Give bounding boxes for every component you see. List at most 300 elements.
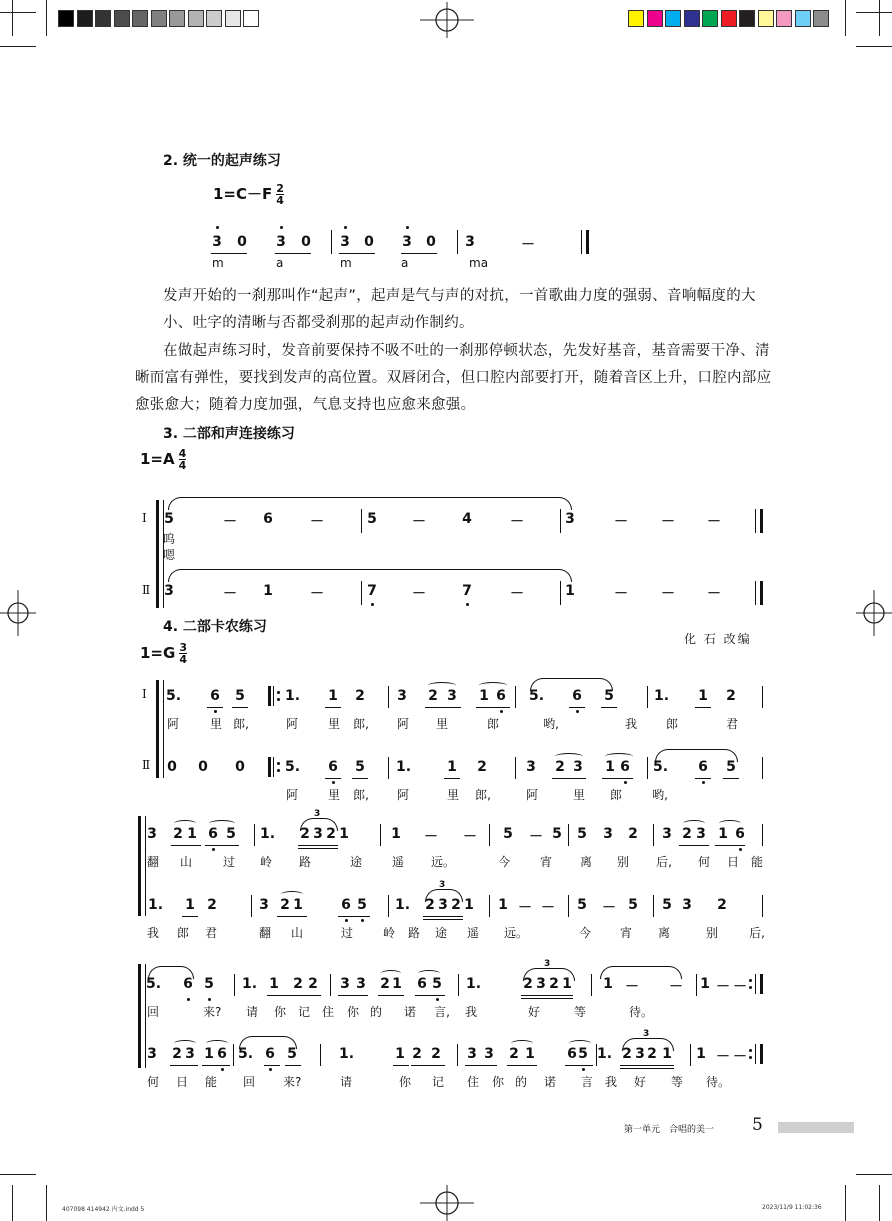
note: 2 [326,826,336,842]
note: 6 [265,1046,275,1062]
note: 5. [285,759,301,775]
note: 1 [718,826,728,842]
print-timestamp: 2023/11/9 11:02:36 [762,1204,822,1211]
slur [239,1036,297,1049]
barline [388,686,389,708]
lyric: 的 [369,1005,382,1019]
lyric: 日 [175,1075,188,1089]
slur [174,820,196,827]
note: 1 [447,759,457,775]
note: 6 [183,976,193,992]
note: 2 [293,976,303,992]
note: 2 [207,897,217,913]
barline [647,686,648,708]
lyric: 你 [398,1075,411,1089]
crop-mark [12,0,13,36]
note: 2 [647,1046,657,1062]
barline [388,895,389,917]
note: － [412,586,426,602]
slur [655,749,738,762]
note: 3 [356,976,366,992]
barline [762,824,763,846]
note: 2 [300,826,310,842]
lyric: 今 [578,926,591,940]
note: 2 [412,1046,422,1062]
barline [581,230,582,254]
note: 1 [263,583,273,599]
key-label: 1=C－F [213,185,273,203]
slur [381,970,401,977]
underline [425,707,461,708]
note: － [541,900,555,916]
note: 5 [604,688,614,704]
slur [281,891,303,898]
lyric: 君 [204,926,217,940]
barline [647,757,648,779]
crop-mark [0,12,36,13]
lyric: 郎 [609,788,622,802]
underline [411,1065,445,1066]
lyric: 后, [656,855,672,869]
underline [298,845,338,846]
dot [212,848,215,851]
triplet-label: 3 [439,880,446,890]
note: － [521,237,535,253]
file-info: 407098 414942 内文.indd 5 [62,1206,145,1213]
note: 0 [426,234,436,250]
slur [555,753,583,760]
underline [352,778,368,779]
dot [749,986,752,989]
slur [600,966,682,979]
dot [500,710,503,713]
crop-mark [12,1185,13,1221]
lyric: 远。 [504,926,529,940]
lyric: 请 [339,1075,352,1089]
note: 1 [662,1046,672,1062]
note: 1 [185,897,195,913]
note: 2 [173,826,183,842]
lyric: 回 [242,1075,255,1089]
underline [552,778,586,779]
note: 5. [653,759,669,775]
underline [602,778,633,779]
note: － [602,900,616,916]
note: 3 [340,234,350,250]
dot [280,226,283,229]
lyric: 路 [298,855,311,869]
lyric: 我 [604,1075,617,1089]
part-label: Ⅰ [142,511,147,525]
note: 1 [392,976,402,992]
slur [148,966,194,979]
color-swatch [58,10,74,27]
lyric: 君 [725,717,738,731]
dot [371,603,374,606]
lyric: 过 [222,855,235,869]
lyric: 岭 [382,926,395,940]
note: 6 [341,897,351,913]
color-swatch [114,10,130,27]
color-swatch [77,10,93,27]
barline [251,895,252,917]
underline [476,707,510,708]
note: － [661,586,675,602]
note: 3 [465,234,475,250]
barline [560,509,561,533]
dot [436,998,439,1001]
note: 2 [477,759,487,775]
note: 2 [717,897,727,913]
footer-bar [778,1122,854,1133]
note: 5. [529,688,545,704]
barline [254,824,255,846]
barline [273,757,274,777]
barline [568,824,569,846]
lyric: 我 [146,926,159,940]
note: 6 [210,688,220,704]
dot [269,1068,272,1071]
note: 3 [185,1046,195,1062]
note: 3 [526,759,536,775]
dot [277,769,280,772]
lyric: 阿 [285,788,298,802]
note: － [669,979,683,995]
note: 3 [340,976,350,992]
slur [605,753,633,760]
lyric: 何 [697,855,710,869]
dot [739,848,742,851]
note: － [707,586,721,602]
note: 5 [503,826,513,842]
dot [749,1056,752,1059]
note: － [614,586,628,602]
key-label: 1=G [140,644,176,662]
dot [702,781,705,784]
note: 3 [447,688,457,704]
crop-mark [0,1174,36,1175]
lyric: 诺 [403,1005,416,1019]
dot [406,226,409,229]
underline [715,845,745,846]
section-title: 2. 统一的起声练习 [163,153,281,169]
slur [683,820,705,827]
page-number: 5 [752,1115,763,1135]
lyric: 阿 [396,717,409,731]
lyric: 待。 [629,1005,654,1019]
note: － [310,586,324,602]
barline [755,1044,756,1064]
lyric: 岭 [259,855,272,869]
note: 3 [147,826,157,842]
dot [216,226,219,229]
lyric: 哟, [543,717,559,731]
underline [182,916,198,917]
dot [277,691,280,694]
time-signature: $\frac{4}{4}$ [178,447,187,472]
dot [749,979,752,982]
barline-thick [268,757,271,777]
note: 3 [682,897,692,913]
lyric: 能 [750,855,763,869]
note: － [223,514,237,530]
underline [565,1065,593,1066]
triplet-label: 3 [544,959,551,969]
lyric: 日 [726,855,739,869]
note: 2 [172,1046,182,1062]
note: 3 [635,1046,645,1062]
lyric: 宵 [539,855,552,869]
key-label: 1=A [140,450,175,468]
lyric: 郎, [475,788,491,802]
lyric: 我 [624,717,637,731]
underline [205,845,239,846]
underline [211,253,247,254]
slur [300,818,338,831]
note: 2 [355,688,365,704]
barline [515,686,516,708]
barline [273,686,274,706]
underline [267,995,321,996]
barline [762,895,763,917]
note: 5 [662,897,672,913]
note: － [412,514,426,530]
lyric: 哟, [652,788,668,802]
note: 5 [726,759,736,775]
note: 3 [573,759,583,775]
note: 3 [276,234,286,250]
lyric: 翻 [146,855,159,869]
note: 1. [148,897,164,913]
underline [325,707,341,708]
note: 6 [735,826,745,842]
barline [755,974,756,994]
note: 1. [285,688,301,704]
note: 2 [380,976,390,992]
lyric: 你 [491,1075,504,1089]
color-swatch [243,10,259,27]
barline [560,581,561,605]
color-swatch [95,10,111,27]
slur [523,968,575,981]
lyric: 记 [297,1005,310,1019]
barline [690,1044,691,1066]
color-swatch [739,10,755,27]
note: 0 [235,759,245,775]
note: － [661,514,675,530]
underline [325,778,341,779]
note: 5 [628,897,638,913]
underline [507,1065,537,1066]
note: 6 [698,759,708,775]
crop-mark [856,1174,892,1175]
underline [378,995,404,996]
lyric: 言 [580,1075,593,1089]
note: 3 [397,688,407,704]
body-paragraph: 发声开始的一刹那叫作“起声”，起声是气与声的对抗，一首歌曲力度的强弱、音响幅度的大小、吐字的清晰与否都受刹那的起声动作制约。 [163,288,756,331]
note: 1 [293,897,303,913]
lyric: 后, [749,926,765,940]
underline [620,1065,674,1066]
lyric: 山 [290,926,303,940]
note: 1. [396,759,412,775]
note: 3 [259,897,269,913]
note: 1 [565,583,575,599]
section-title: 4. 二部卡农练习 [163,619,267,635]
dot [208,998,211,1001]
note: 2 [280,897,290,913]
color-swatch [776,10,792,27]
note: 5. [238,1046,254,1062]
lyric: 回 [146,1005,159,1019]
underline [264,1065,280,1066]
color-swatch [151,10,167,27]
dot [332,781,335,784]
lyric: ma [469,256,489,270]
note: 5 [355,759,365,775]
color-swatch [647,10,663,27]
note: － [733,1049,747,1065]
slur [168,569,572,582]
underline [393,1065,409,1066]
running-head: 第一单元 合唱的美一 [624,1125,715,1135]
color-swatch [225,10,241,27]
slur [511,1040,533,1047]
underline [277,916,307,917]
color-swatch [169,10,185,27]
dot [361,919,364,922]
note: 6 [567,1046,577,1062]
color-swatch [702,10,718,27]
note: 6 [217,1046,227,1062]
lyric: 远。 [431,855,456,869]
barline-thick [268,686,271,706]
note: 1 [187,826,197,842]
lyric: m [340,256,352,270]
underline [202,1065,230,1066]
note: 6 [496,688,506,704]
note: － [529,829,543,845]
note: 0 [364,234,374,250]
barline [653,824,654,846]
dot [221,1068,224,1071]
note: 2 [523,976,533,992]
note: 3 [536,976,546,992]
note: － [310,514,324,530]
lyric: 郎 [176,926,189,940]
note: 5 [367,511,377,527]
barline [361,581,362,605]
lyric: 来? [283,1075,302,1089]
registration-target-icon [0,590,36,636]
slur [206,1040,228,1047]
barline-thick [760,1044,763,1064]
crop-mark [0,46,36,47]
part-label: Ⅰ [142,687,147,701]
note: 5 [577,897,587,913]
lyric: 里 [435,717,448,731]
barline [234,974,235,996]
color-swatch [628,10,644,27]
underline [401,253,437,254]
underline [679,845,709,846]
barline-thick [760,581,763,605]
slur [425,889,463,902]
note: 3 [696,826,706,842]
dot [466,603,469,606]
note: 2 [726,688,736,704]
note: 5 [164,511,174,527]
slur [530,678,613,691]
lyric: 住 [321,1005,334,1019]
note: － [716,979,730,995]
time-signature: $\frac{2}{4}$ [276,182,284,207]
note: － [510,514,524,530]
note: 5 [577,826,587,842]
color-swatch [721,10,737,27]
note: 2 [555,759,565,775]
underline [275,253,311,254]
note: 0 [237,234,247,250]
note: 3 [603,826,613,842]
lyric: 途 [434,926,447,940]
lyric: 住 [466,1075,479,1089]
note: 1. [466,976,482,992]
note: 2 [431,1046,441,1062]
lyric: 翻 [258,926,271,940]
lyric: 阿 [525,788,538,802]
barline [489,824,490,846]
note: － [424,829,438,845]
lyric: 待。 [706,1075,731,1089]
note: 3 [402,234,412,250]
note: － [733,979,747,995]
underline [601,707,617,708]
crop-mark [879,1185,880,1221]
barline-thick [760,974,763,994]
lyric: 阿 [396,788,409,802]
lyric: a [401,256,409,270]
note: 2 [425,897,435,913]
underline [285,1065,301,1066]
barline [233,1044,234,1066]
barline [591,974,592,996]
lyric: 里 [327,788,340,802]
slur [174,1040,196,1047]
lyric: 里 [572,788,585,802]
note: 1 [698,688,708,704]
note: 3 [662,826,672,842]
part-label: Ⅱ [142,758,151,772]
crop-mark [845,0,846,36]
note: 5. [146,976,162,992]
dot [624,781,627,784]
barline [653,895,654,917]
lyric: 嗯 [163,548,176,562]
lyric: 离 [579,855,592,869]
note: － [510,586,524,602]
lyric: 郎 [486,717,499,731]
lyric: 遥 [466,926,479,940]
note: 1 [498,897,508,913]
dot [187,998,190,1001]
note: 0 [301,234,311,250]
underline [444,778,460,779]
note: 5 [287,1046,297,1062]
note: 5 [432,976,442,992]
crop-mark [845,1185,846,1221]
note: 5 [226,826,236,842]
